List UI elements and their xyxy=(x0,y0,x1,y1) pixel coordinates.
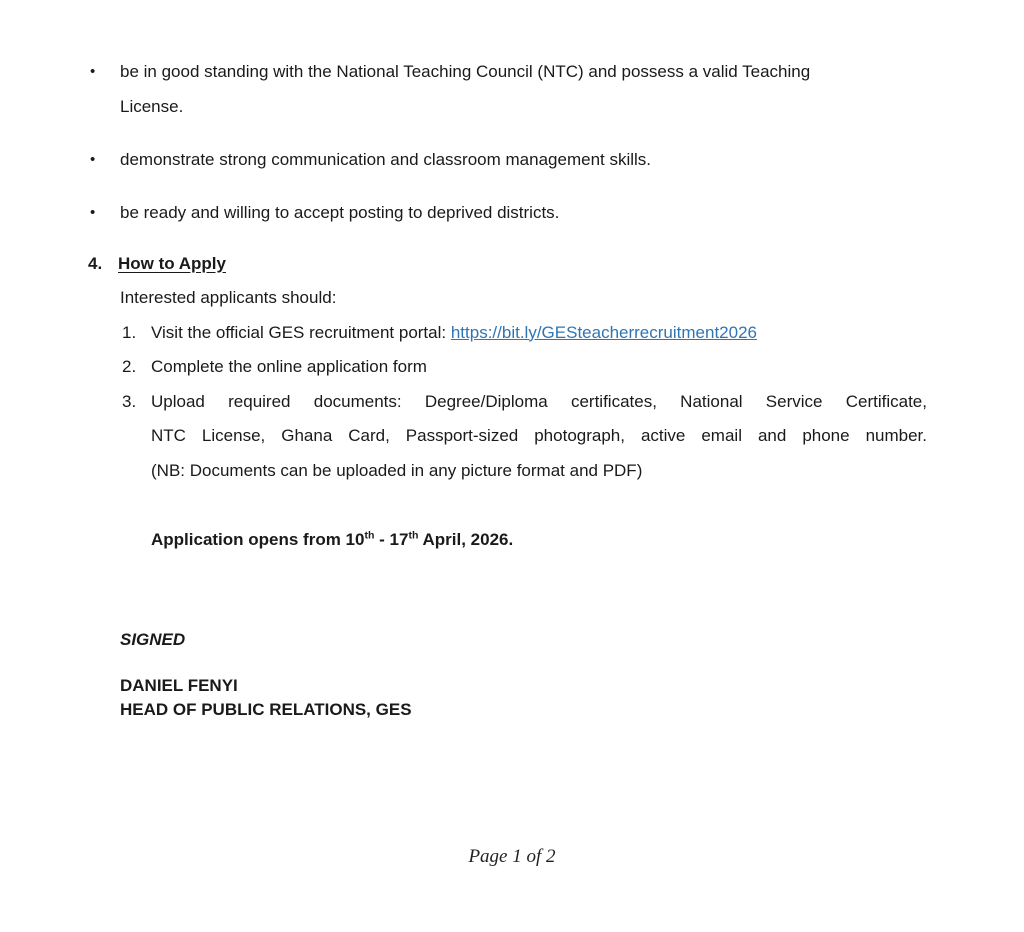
step-number: 2. xyxy=(122,357,137,376)
step-text xyxy=(151,316,927,351)
step-text xyxy=(151,385,927,489)
list-item xyxy=(90,196,927,231)
ordinal-superscript: th xyxy=(408,529,419,542)
step-line: NTC License, Ghana Card, Passport-sized photograph, active email and phone number. xyxy=(151,426,927,445)
step-number: 1. xyxy=(122,322,137,342)
signed-label: SIGNED xyxy=(120,629,186,649)
application-note-text: - 17 xyxy=(374,530,409,549)
list-item xyxy=(122,350,927,385)
steps-list xyxy=(122,316,927,489)
requirement-text xyxy=(120,143,927,178)
list-item xyxy=(122,316,927,351)
requirement-line: be ready and willing to accept posting to deprived districts. xyxy=(120,202,560,222)
list-item xyxy=(122,385,927,489)
step-line: (NB: Documents can be uploaded in any picture format and PDF) xyxy=(151,460,643,480)
signatory-title: HEAD OF PUBLIC RELATIONS, GES xyxy=(120,699,412,719)
bullet-icon: • xyxy=(90,203,96,221)
application-window-note xyxy=(151,523,927,558)
requirement-line: License. xyxy=(120,96,184,116)
requirements-list xyxy=(90,55,927,230)
section-number: 4. xyxy=(88,253,103,273)
ordinal-superscript: th xyxy=(364,529,375,542)
section-intro: Interested applicants should: xyxy=(120,288,337,307)
list-item xyxy=(90,143,927,178)
bullet-icon: • xyxy=(90,63,96,80)
section-heading xyxy=(90,247,927,282)
step-line: Upload required documents: Degree/Diploma certificates, National Service Certificate, xyxy=(151,391,927,411)
application-note-text: April, 2026. xyxy=(418,530,514,549)
requirement-line: demonstrate strong communication and classroom management skills. xyxy=(120,149,652,169)
list-item xyxy=(90,55,927,124)
page-number: Page 1 of 2 xyxy=(468,846,556,867)
step-label: Complete the online application form xyxy=(151,357,427,376)
application-note-text: Application opens from 10 xyxy=(151,530,365,549)
step-label: Visit the official GES recruitment portal: xyxy=(151,322,451,342)
requirement-text xyxy=(120,55,927,124)
step-text xyxy=(151,350,927,385)
bullet-icon: • xyxy=(90,150,96,168)
signature-block xyxy=(120,674,927,722)
requirement-line: be in good standing with the National Teaching Council (NTC) and possess a valid Teaching xyxy=(120,62,811,81)
signatory-name: DANIEL FENYI xyxy=(120,675,238,695)
requirement-text xyxy=(120,196,927,231)
recruitment-portal-link[interactable]: https://bit.ly/GESteacherrecruitment2026 xyxy=(450,322,757,342)
step-number: 3. xyxy=(122,391,137,411)
section-title: How to Apply xyxy=(118,253,226,273)
